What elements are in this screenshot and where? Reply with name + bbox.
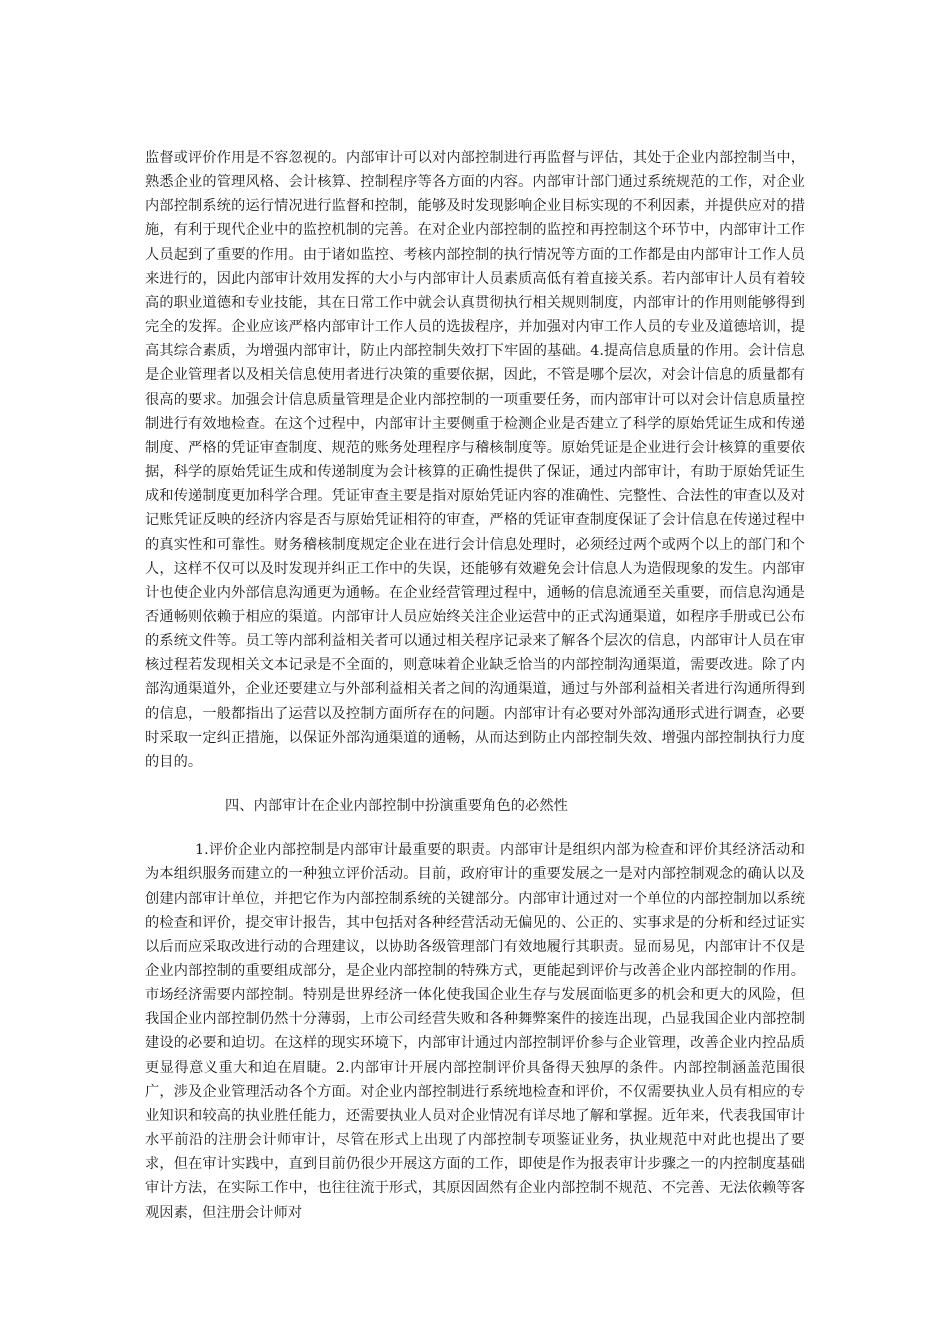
body-paragraph-1: 监督或评价作用是不容忽视的。内部审计可以对内部控制进行再监督与评估，其处于企业内部控制当中，熟悉企业的管理风格、会计核算、控制程序等各方面的内容。内部审计部门通过系统规范的工作，对企业内部控制系统的运行情况进行监督和控制，能够及时发现影响企业目标实现的不利因素，并提供应对的措施，有利于现代企业中的监控机制的完善。在对企业内部控制的监控和再控制这个环节中，内部审计工作人员起到了重要的作用。由于诸如监控、考核内部控制的执行情况等方面的工作都是由内部审计工作人员来进行的，因此内部审计效用发挥的大小与内部审计人员素质高低有着直接关系。若内部审计人员有着较高的职业道德和专业技能，其在日常工作中就会认真贯彻执行相关规则制度，内部审计的作用则能够得到完全的发挥。企业应该严格内部审计工作人员的选拔程序，并加强对内审工作人员的专业及道德培训，提高其综合素质，为增强内部审计，防止内部控制失效打下牢固的基础。4.提高信息质量的作用。会计信息是企业管理者以及相关信息使用者进行决策的重要依据，因此，不管是哪个层次，对会计信息的质量都有很高的要求。加强会计信息质量管理是企业内部控制的一项重要任务，而内部审计可以对会计信息质量控制进行有效地检查。在这个过程中，内部审计主要侧重于检测企业是否建立了科学的原始凭证生成和传递制度、严格的凭证审查制度、规范的账务处理程序与稽核制度等。原始凭证是企业进行会计核算的重要依据，科学的原始凭证生成和传递制度为会计核算的正确性提供了保证，通过内部审计，有助于原始凭证生成和传递制度更加科学合理。凭证审查主要是指对原始凭证内容的准确性、完整性、合法性的审查以及对记账凭证反映的经济内容是否与原始凭证相符的审查，严格的凭证审查制度保证了会计信息在传递过程中的真实性和可靠性。财务稽核制度规定企业在进行会计信息处理时，必须经过两个或两个以上的部门和个人，这样不仅可以及时发现并纠正工作中的失误，还能够有效避免会计信息人为造假现象的发生。内部审计也使企业内外部信息沟通更为通畅。在企业经营管理过程中，通畅的信息流通至关重要，而信息沟通是否通畅则依赖于相应的渠道。内部审计人员应始终关注企业运营中的正式沟通渠道，如程序手册或已公布的系统文件等。员工等内部利益相关者可以通过相关程序记录来了解各个层次的信息，内部审计人员在审核过程若发现相关文本记录是不全面的，则意味着企业缺乏恰当的内部控制沟通渠道，需要改进。除了内部沟通渠道外，企业还要建立与外部利益相关者之间的沟通渠道，通过与外部利益相关者进行沟通所得到的信息，一般都指出了运营以及控制方面所存在的问题。内部审计有必要对外部沟通形式进行调查，必要时采取一定纠正措施，以保证外部沟通渠道的通畅，从而达到防止内部控制失效、增强内部控制执行力度的目的。 <box>145 150 805 770</box>
body-paragraph-2: 1.评价企业内部控制是内部审计最重要的职责。内部审计是组织内部为检查和评价其经济活动和为本组织服务而建立的一种独立评价活动。目前，政府审计的重要发展之一是对内部控制观念的确认以及创建内部审计单位，并把它作为内部控制系统的关键部分。内部审计通过对一个单位的内部控制加以系统的检查和评价，提交审计报告，其中包括对各种经营活动无偏见的、公正的、实事求是的分析和经过证实以后而应采取改进行动的合理建议，以协助各级管理部门有效地履行其职责。显而易见，内部审计不仅是企业内部控制的重要组成部分，是企业内部控制的特殊方式，更能起到评价与改善企业内部控制的作用。市场经济需要内部控制。特别是世界经济一体化使我国企业生存与发展面临更多的机会和更大的风险，但我国企业内部控制仍然十分薄弱，上市公司经营失败和各种舞弊案件的接连出现，凸显我国企业内部控制建设的必要和迫切。在这样的现实环境下，内部审计通过内部控制评价参与企业管理，改善企业内控品质更显得意义重大和迫在眉睫。2.内部审计开展内部控制评价具备得天独厚的条件。内部控制涵盖范围很广，涉及企业管理活动各个方面。对企业内部控制进行系统地检查和评价，不仅需要执业人员有相应的专业知识和较高的执业胜任能力，还需要执业人员对企业情况有详尽地了解和掌握。近年来，代表我国审计水平前沿的注册会计师审计，尽管在形式上出现了内部控制专项鉴证业务，执业规范中对此也提出了要求，但在审计实践中，直到目前仍很少开展这方面的工作，即使是作为报表审计步骤之一的内控制度基础审计方法，在实际工作中，也往往流于形式，其原因固然有企业内部控制不规范、不完善、无法依赖等客观因素，但注册会计师对 <box>145 842 805 1221</box>
section-heading: 四、内部审计在企业内部控制中扮演重要角色的必然性 <box>225 798 568 815</box>
document-body <box>145 146 805 1225</box>
